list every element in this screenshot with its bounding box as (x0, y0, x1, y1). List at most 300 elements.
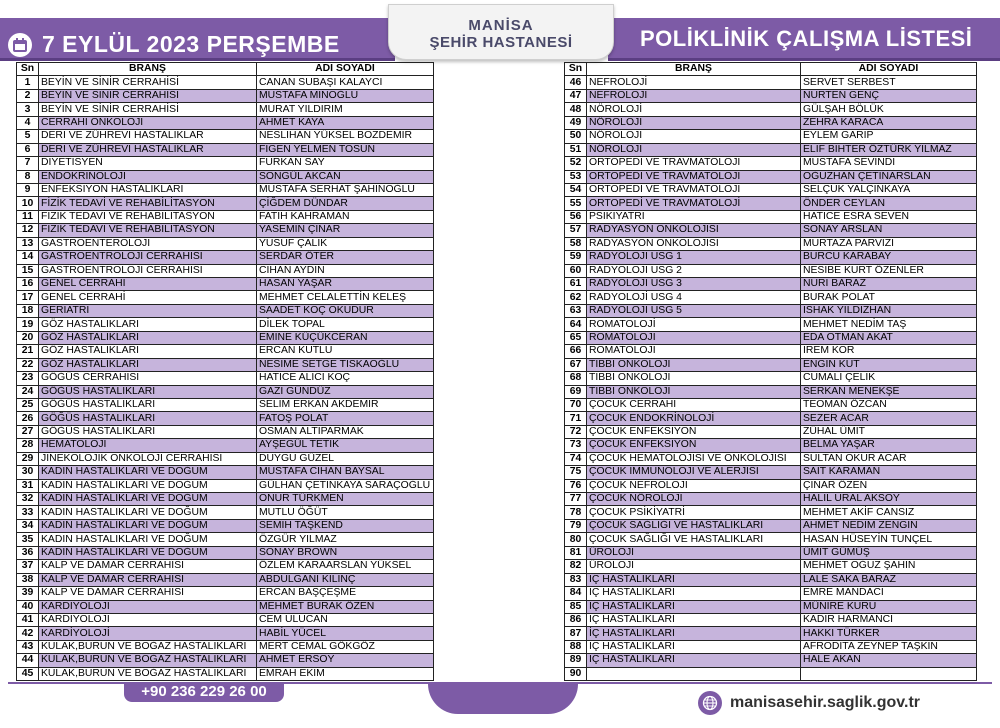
row-doctor-name: SAİT KARAMAN (801, 466, 977, 479)
row-doctor-name: ÇİĞDEM DÜNDAR (257, 197, 434, 210)
row-number: 16 (17, 278, 39, 291)
row-number: 36 (17, 546, 39, 559)
row-branch: DERİ VE ZÜHREVİ HASTALIKLAR (39, 130, 257, 143)
website-block[interactable] (698, 691, 920, 715)
row-branch: FİZİK TEDAVİ VE REHABİLİTASYON (39, 210, 257, 223)
row-number: 83 (565, 573, 587, 586)
row-branch: GENEL CERRAHİ (39, 291, 257, 304)
row-number: 29 (17, 452, 39, 465)
row-number: 9 (17, 183, 39, 196)
row-doctor-name: ÖZGÜR YILMAZ (257, 533, 434, 546)
row-doctor-name: HAKKI TÜRKER (801, 627, 977, 640)
row-doctor-name: YUSUF ÇALIK (257, 237, 434, 250)
table-row (565, 224, 977, 237)
row-doctor-name: GAZİ GÜNDÜZ (257, 385, 434, 398)
row-number: 54 (565, 183, 587, 196)
row-number: 34 (17, 519, 39, 532)
row-branch: KADIN HASTALIKLARI VE DOĞUM (39, 533, 257, 546)
row-doctor-name: ABDULGANİ KILINÇ (257, 573, 434, 586)
table-row (565, 479, 977, 492)
row-doctor-name: ELİF BİHTER ÖZTÜRK YILMAZ (801, 143, 977, 156)
row-number: 78 (565, 506, 587, 519)
row-branch: GÖĞÜS HASTALIKLARI (39, 385, 257, 398)
row-doctor-name: MERT CEMAL GÖKGÖZ (257, 640, 434, 653)
row-branch: JİNEKOLOJİK ONKOLOJİ CERRAHİSİ (39, 452, 257, 465)
row-number: 38 (17, 573, 39, 586)
table-row (565, 493, 977, 506)
row-doctor-name: NESLİHAN YÜKSEL BOZDEMİR (257, 130, 434, 143)
row-doctor-name: AHMET KAYA (257, 116, 434, 129)
row-branch: ÇOCUK NÖROLOJİ (587, 493, 801, 506)
row-branch: BEYİN VE SİNİR CERRAHİSİ (39, 76, 257, 89)
row-doctor-name: GÜLHAN ÇETİNKAYA SARAÇOĞLU (257, 479, 434, 492)
table-row (17, 291, 434, 304)
row-number: 28 (17, 439, 39, 452)
row-doctor-name: MEHMET AKİF CANSIZ (801, 506, 977, 519)
row-doctor-name: DİLEK TOPAL (257, 318, 434, 331)
row-number: 81 (565, 546, 587, 559)
table-row (17, 425, 434, 438)
row-number: 8 (17, 170, 39, 183)
row-branch: ÇOCUK SAĞLIĞI VE HASTALIKLARI (587, 533, 801, 546)
row-branch: KULAK,BURUN VE BOĞAZ HASTALIKLARI (39, 667, 257, 680)
row-number: 50 (565, 130, 587, 143)
row-branch: KADIN HASTALIKLARI VE DOĞUM (39, 546, 257, 559)
row-doctor-name: AHMET NEDİM ZENGİN (801, 519, 977, 532)
row-number: 18 (17, 304, 39, 317)
row-doctor-name: ERCAN BAŞÇEŞME (257, 587, 434, 600)
row-branch: KULAK,BURUN VE BOĞAZ HASTALIKLARI (39, 640, 257, 653)
row-doctor-name: ÖZLEM KARAARSLAN YÜKSEL (257, 560, 434, 573)
row-doctor-name: MURTAZA PARVİZİ (801, 237, 977, 250)
table-row (17, 197, 434, 210)
table-row (17, 560, 434, 573)
row-doctor-name: HABİL YÜCEL (257, 627, 434, 640)
row-number: 12 (17, 224, 39, 237)
table-row (17, 600, 434, 613)
row-number: 26 (17, 412, 39, 425)
table-row (565, 533, 977, 546)
row-branch: RADYOLOJİ USG 3 (587, 278, 801, 291)
row-doctor-name: MUSTAFA SEVİNDİ (801, 157, 977, 170)
table-row (17, 278, 434, 291)
row-doctor-name: MEHMET OĞUZ ŞAHİN (801, 560, 977, 573)
row-number: 39 (17, 587, 39, 600)
table-row (565, 573, 977, 586)
row-branch: ROMATOLOJİ (587, 318, 801, 331)
row-branch: ENDOKRİNOLOJİ (39, 170, 257, 183)
row-number: 80 (565, 533, 587, 546)
row-doctor-name (801, 667, 977, 680)
row-number: 27 (17, 425, 39, 438)
row-number: 53 (565, 170, 587, 183)
row-branch: ORTOPEDİ VE TRAVMATOLOJİ (587, 197, 801, 210)
row-doctor-name: İREM KOR (801, 345, 977, 358)
row-branch: ROMATOLOJİ (587, 345, 801, 358)
row-branch: ÇOCUK ENFEKSİYON (587, 439, 801, 452)
row-branch: GÖZ HASTALIKLARI (39, 345, 257, 358)
row-number: 61 (565, 278, 587, 291)
row-number: 37 (17, 560, 39, 573)
table-row (565, 358, 977, 371)
row-doctor-name: ZEHRA KARACA (801, 116, 977, 129)
row-doctor-name: SAADET KOÇ OKUDUR (257, 304, 434, 317)
row-branch: KULAK,BURUN VE BOĞAZ HASTALIKLARI (39, 654, 257, 667)
row-doctor-name: SERKAN MENEKŞE (801, 385, 977, 398)
row-doctor-name: CANAN SUBAŞI KALAYCI (257, 76, 434, 89)
table-row (17, 479, 434, 492)
row-branch: ÇOCUK NEFROLOJİ (587, 479, 801, 492)
row-doctor-name: ZÜHAL ÜMİT (801, 425, 977, 438)
row-branch: KALP VE DAMAR CERRAHİSİ (39, 587, 257, 600)
row-doctor-name: ÖNDER CEYLAN (801, 197, 977, 210)
table-row (565, 412, 977, 425)
row-branch: NEFROLOJİ (587, 76, 801, 89)
row-number: 51 (565, 143, 587, 156)
row-branch: İÇ HASTALIKLARI (587, 640, 801, 653)
table-row (565, 466, 977, 479)
row-branch: KARDİYOLOJİ (39, 627, 257, 640)
row-branch: FİZİK TEDAVİ VE REHABİLİTASYON (39, 197, 257, 210)
table-row (565, 197, 977, 210)
row-branch: TIBBİ ONKOLOJİ (587, 385, 801, 398)
row-number: 56 (565, 210, 587, 223)
row-branch: GASTROENTROLOJİ CERRAHİSİ (39, 264, 257, 277)
row-doctor-name: SELÇUK YALÇINKAYA (801, 183, 977, 196)
row-doctor-name: SEZER ACAR (801, 412, 977, 425)
row-doctor-name: HASAN YAŞAR (257, 278, 434, 291)
row-branch: FİZİK TEDAVİ VE REHABİLİTASYON (39, 224, 257, 237)
table-row (565, 157, 977, 170)
row-branch: ENFEKSİYON HASTALIKLARI (39, 183, 257, 196)
row-number: 48 (565, 103, 587, 116)
table-row (565, 264, 977, 277)
row-doctor-name: MUSTAFA SERHAT ŞAHİNOĞLU (257, 183, 434, 196)
row-branch: ORTOPEDİ VE TRAVMATOLOJİ (587, 183, 801, 196)
date-box (8, 31, 340, 58)
table-row (565, 183, 977, 196)
row-number: 35 (17, 533, 39, 546)
table-row (17, 439, 434, 452)
row-branch: NEFROLOJİ (587, 89, 801, 102)
row-doctor-name: MEHMET NEDİM TAŞ (801, 318, 977, 331)
table-row (17, 318, 434, 331)
row-branch: GERİATRİ (39, 304, 257, 317)
row-number: 13 (17, 237, 39, 250)
table-row (17, 251, 434, 264)
row-number: 45 (17, 667, 39, 680)
row-number: 25 (17, 398, 39, 411)
row-doctor-name: HALİL URAL AKSOY (801, 493, 977, 506)
row-doctor-name: MÜNİRE KURU (801, 600, 977, 613)
row-number: 23 (17, 372, 39, 385)
table-row (17, 76, 434, 89)
row-number: 49 (565, 116, 587, 129)
row-number: 42 (17, 627, 39, 640)
row-number: 32 (17, 493, 39, 506)
row-branch: TIBBİ ONKOLOJİ (587, 372, 801, 385)
row-number: 60 (565, 264, 587, 277)
row-doctor-name: SEMİH TAŞKEND (257, 519, 434, 532)
row-number: 62 (565, 291, 587, 304)
list-title: POLİKLİNİK ÇALIŞMA LİSTESİ (640, 26, 973, 51)
row-number: 2 (17, 89, 39, 102)
hospital-name-line2: ŞEHİR HASTANESİ (429, 34, 573, 51)
row-number: 67 (565, 358, 587, 371)
table-row (565, 385, 977, 398)
row-doctor-name: HASAN HÜSEYİN TUNÇEL (801, 533, 977, 546)
row-branch: NÖROLOJİ (587, 143, 801, 156)
table-row (565, 331, 977, 344)
row-number: 72 (565, 425, 587, 438)
row-doctor-name: MEHMET CELALETTİN KELEŞ (257, 291, 434, 304)
table-row (17, 493, 434, 506)
row-number: 15 (17, 264, 39, 277)
row-branch: KADIN HASTALIKLARI VE DOĞUM (39, 479, 257, 492)
row-branch: KARDİYOLOJİ (39, 600, 257, 613)
row-doctor-name: EYLEM GARİP (801, 130, 977, 143)
row-branch: KADIN HASTALIKLARI VE DOĞUM (39, 466, 257, 479)
row-number: 77 (565, 493, 587, 506)
row-number: 73 (565, 439, 587, 452)
row-branch: KADIN HASTALIKLARI VE DOĞUM (39, 493, 257, 506)
row-doctor-name: NURTEN GENÇ (801, 89, 977, 102)
table-row (17, 304, 434, 317)
table-row (17, 627, 434, 640)
table-row (565, 640, 977, 653)
table-row (565, 546, 977, 559)
table-row (17, 372, 434, 385)
row-doctor-name: MURAT YILDIRIM (257, 103, 434, 116)
row-branch: RADYASYON ONKOLOJİSİ (587, 224, 801, 237)
row-number: 44 (17, 654, 39, 667)
row-branch: ÇOCUK ENFEKSİYON (587, 425, 801, 438)
row-doctor-name: ONUR TÜRKMEN (257, 493, 434, 506)
table-row (565, 560, 977, 573)
row-number: 14 (17, 251, 39, 264)
row-doctor-name: ÜMİT GÜMÜŞ (801, 546, 977, 559)
row-doctor-name: BURAK POLAT (801, 291, 977, 304)
row-doctor-name: CİHAN AYDIN (257, 264, 434, 277)
row-branch: İÇ HASTALIKLARI (587, 654, 801, 667)
row-number: 5 (17, 130, 39, 143)
row-number: 21 (17, 345, 39, 358)
table-row (17, 170, 434, 183)
row-number: 33 (17, 506, 39, 519)
table-row (565, 170, 977, 183)
table-row (17, 358, 434, 371)
row-doctor-name: SERDAR ÖTER (257, 251, 434, 264)
row-number: 64 (565, 318, 587, 331)
table-row (565, 278, 977, 291)
row-branch: RADYASYON ONKOLOJİSİ (587, 237, 801, 250)
row-branch: HEMATOLOJİ (39, 439, 257, 452)
row-branch: RADYOLOJİ USG 4 (587, 291, 801, 304)
table-row (565, 425, 977, 438)
row-number: 86 (565, 613, 587, 626)
row-branch: GÖZ HASTALIKLARI (39, 331, 257, 344)
table-row (17, 613, 434, 626)
row-number: 68 (565, 372, 587, 385)
table-row (17, 224, 434, 237)
row-branch: PSİKİYATRİ (587, 210, 801, 223)
row-doctor-name: AHMET ERSOY (257, 654, 434, 667)
table-row (17, 412, 434, 425)
table-row (17, 264, 434, 277)
row-branch: İÇ HASTALIKLARI (587, 600, 801, 613)
row-branch: GASTROENTEROLOJİ (39, 237, 257, 250)
row-branch: GÖĞÜS HASTALIKLARI (39, 425, 257, 438)
table-row (17, 89, 434, 102)
column-header-name: ADI SOYADI (257, 63, 434, 76)
column-header-branch: BRANŞ (587, 63, 801, 76)
row-branch: KALP VE DAMAR CERRAHİSİ (39, 560, 257, 573)
table-row (565, 654, 977, 667)
row-doctor-name: DUYGU GÜZEL (257, 452, 434, 465)
table-row (17, 466, 434, 479)
table-row (565, 613, 977, 626)
table-row (17, 331, 434, 344)
row-branch: KARDİYOLOJİ (39, 613, 257, 626)
row-branch: KADIN HASTALIKLARI VE DOĞUM (39, 519, 257, 532)
row-number: 65 (565, 331, 587, 344)
footer-decoration (428, 684, 578, 714)
row-number: 74 (565, 452, 587, 465)
table-row (17, 640, 434, 653)
header (0, 0, 1000, 62)
table-row (17, 398, 434, 411)
row-doctor-name: MUTLU ÖĞÜT (257, 506, 434, 519)
row-number: 47 (565, 89, 587, 102)
row-branch (587, 667, 801, 680)
row-doctor-name: NESİME SETGE TISKAOĞLU (257, 358, 434, 371)
row-branch: ÇOCUK İMMUNOLOJİ VE ALERJİSİ (587, 466, 801, 479)
row-doctor-name: BELMA YAŞAR (801, 439, 977, 452)
row-branch: RADYOLOJİ USG 1 (587, 251, 801, 264)
row-number: 11 (17, 210, 39, 223)
row-doctor-name: MUSTAFA CİHAN BAYSAL (257, 466, 434, 479)
table-row (17, 519, 434, 532)
row-number: 4 (17, 116, 39, 129)
row-number: 20 (17, 331, 39, 344)
row-branch: DERİ VE ZÜHREVİ HASTALIKLAR (39, 143, 257, 156)
row-number: 57 (565, 224, 587, 237)
table-row (565, 130, 977, 143)
row-number: 75 (565, 466, 587, 479)
row-branch: GÖĞÜS HASTALIKLARI (39, 398, 257, 411)
row-doctor-name: BURCU KARABAY (801, 251, 977, 264)
row-branch: GENEL CERRAHİ (39, 278, 257, 291)
table-header-row (17, 63, 434, 76)
row-doctor-name: KADİR HARMANCI (801, 613, 977, 626)
table-row (17, 573, 434, 586)
schedule-table-left (16, 62, 434, 681)
row-number: 69 (565, 385, 587, 398)
row-branch: BEYİN VE SİNİR CERRAHİSİ (39, 103, 257, 116)
website-url[interactable]: manisasehir.saglik.gov.tr (730, 694, 921, 711)
row-number: 87 (565, 627, 587, 640)
row-doctor-name: HATİCE ALICI KOÇ (257, 372, 434, 385)
table-row (17, 130, 434, 143)
row-branch: GÖZ HASTALIKLARI (39, 358, 257, 371)
row-branch: CERRAHİ ONKOLOJİ (39, 116, 257, 129)
row-doctor-name: EDA OTMAN AKAT (801, 331, 977, 344)
column-header-sn: Sn (17, 63, 39, 76)
row-number: 76 (565, 479, 587, 492)
table-row (565, 398, 977, 411)
table-row (565, 304, 977, 317)
row-doctor-name: HATİCE ESRA SEVEN (801, 210, 977, 223)
table-row (565, 116, 977, 129)
row-branch: DİYETİSYEN (39, 157, 257, 170)
table-row (565, 345, 977, 358)
row-number: 40 (17, 600, 39, 613)
table-row (17, 183, 434, 196)
table-row (17, 143, 434, 156)
row-branch: ORTOPEDİ VE TRAVMATOLOJİ (587, 157, 801, 170)
table-row (17, 587, 434, 600)
row-branch: NÖROLOJİ (587, 130, 801, 143)
row-number: 46 (565, 76, 587, 89)
row-branch: ÜROLOJİ (587, 546, 801, 559)
row-number: 7 (17, 157, 39, 170)
row-branch: İÇ HASTALIKLARI (587, 613, 801, 626)
row-number: 6 (17, 143, 39, 156)
row-number: 89 (565, 654, 587, 667)
hospital-name-line1: MANİSA (468, 17, 534, 34)
row-branch: NÖROLOJİ (587, 116, 801, 129)
table-row (565, 89, 977, 102)
table-row (17, 210, 434, 223)
row-number: 84 (565, 587, 587, 600)
row-doctor-name: YASEMİN ÇINAR (257, 224, 434, 237)
row-number: 70 (565, 398, 587, 411)
row-doctor-name: FATİH KAHRAMAN (257, 210, 434, 223)
phone-number[interactable]: +90 236 229 26 00 (124, 682, 284, 702)
row-number: 31 (17, 479, 39, 492)
row-branch: GASTROENTROLOJİ CERRAHİSİ (39, 251, 257, 264)
row-doctor-name: CUMALİ ÇELİK (801, 372, 977, 385)
row-doctor-name: SELİM ERKAN AKDEMİR (257, 398, 434, 411)
row-doctor-name: SONAY ARSLAN (801, 224, 977, 237)
row-number: 1 (17, 76, 39, 89)
row-doctor-name: EMRE MANDACI (801, 587, 977, 600)
row-doctor-name: FİGEN YELMEN TOSUN (257, 143, 434, 156)
row-doctor-name: CEM ULUCAN (257, 613, 434, 626)
table-row (565, 143, 977, 156)
row-number: 19 (17, 318, 39, 331)
row-number: 88 (565, 640, 587, 653)
row-branch: BEYİN VE SİNİR CERRAHİSİ (39, 89, 257, 102)
calendar-icon (8, 33, 32, 57)
row-number: 43 (17, 640, 39, 653)
table-row (17, 452, 434, 465)
row-number: 59 (565, 251, 587, 264)
row-branch: ÇOCUK HEMATOLOJİSİ VE ONKOLOJİSİ (587, 452, 801, 465)
row-doctor-name: ÇINAR ÖZEN (801, 479, 977, 492)
row-number: 24 (17, 385, 39, 398)
row-doctor-name: FURKAN SAY (257, 157, 434, 170)
row-doctor-name: ERCAN KUTLU (257, 345, 434, 358)
table-row (17, 237, 434, 250)
row-number: 10 (17, 197, 39, 210)
table-row (17, 533, 434, 546)
row-doctor-name: EMRAH EKİM (257, 667, 434, 680)
table-row (565, 439, 977, 452)
row-number: 41 (17, 613, 39, 626)
table-row (565, 452, 977, 465)
table-row (17, 506, 434, 519)
